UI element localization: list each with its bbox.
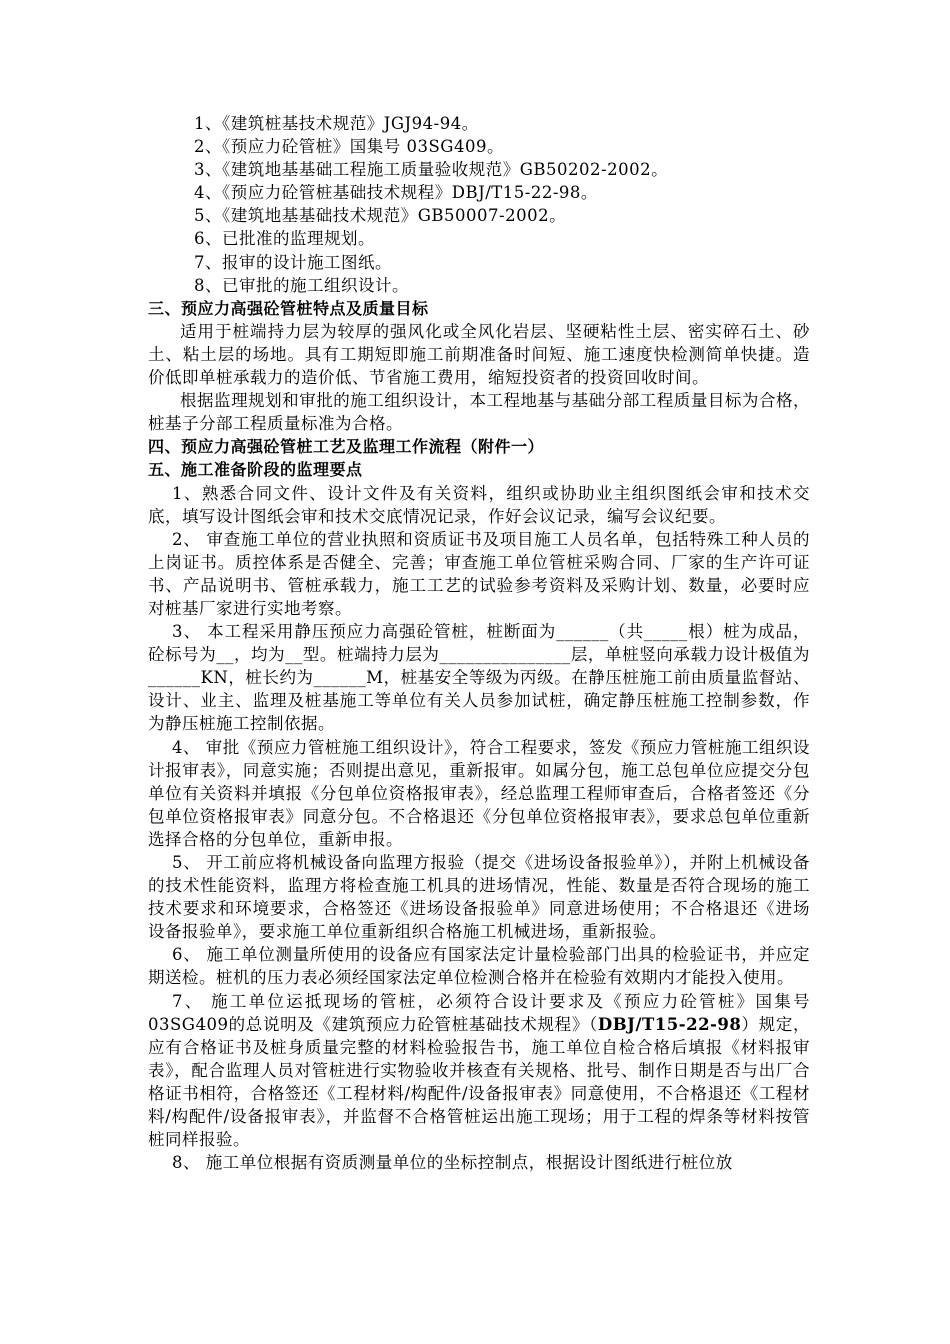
reference-item-1: 1、《建筑桩基技术规范》JGJ94-94。	[194, 114, 479, 133]
section-5-item-7	[148, 990, 816, 1152]
section-5-item-4: 4、 审批《预应力管桩施工组织设计》，符合工程要求，签发《预应力管桩施工组织设计报审表》，同意实施；否则提出意见，重新报审。如属分包，施工总包单位应提交分包单位有关资料并填报《分包单位资格报审表》，经总监理工程师审查后，合格者签还《分包单位资格报审表》同意分包。不合格退还《分包单位资格报审表》，要求总包单位重新选择合格的分包单位，重新申报。	[148, 737, 810, 849]
section-5-item-3: 3、 本工程采用静压预应力高强砼管桩，桩断面为______（共_____根）桩为成品，砼标号为__，均为__型。桩端持力层为_______________层，单桩竖向承载力设计极值为______KN，桩长约为______M，桩基安全等级为丙级。在静压桩施工前由质量监督站、设计、业主、监理及桩基施工等单位有关人员参加试桩，确定静压桩施工控制参数，作为静压桩施工控制依据。	[148, 622, 810, 734]
reference-item-5: 5、《建筑地基基础技术规范》GB50007-2002。	[194, 206, 567, 226]
document-page	[148, 112, 816, 1174]
section-5-item-2: 2、 审查施工单位的营业执照和资质证书及项目施工人员名单，包括特殊工种人员的上岗证书。质控体系是否健全、完善；审查施工单位管桩采购合同、厂家的生产许可证书、产品说明书、管桩承载力，施工工艺的试验参考资料及采购计划、数量，必要时应对桩基厂家进行实地考察。	[148, 529, 810, 618]
section-5-item-7-part-a: 7、 施工单位运抵现场的管桩，必须符合设计要求及《预应力砼管桩》国集号 03SG409的总说明及《建筑预应力砼管桩基础技术规程》（	[148, 991, 816, 1034]
reference-item-6: 6、已批准的监理规划。	[194, 229, 375, 249]
section-5-item-1: 1、熟悉合同文件、设计文件及有关资料，组织或协助业主组织图纸会审和技术交底，填写设计图纸会审和技术交底情况记录，作好会议记录，编写会议纪要。	[148, 483, 810, 526]
reference-item-2: 2、《预应力砼管桩》国集号 03SG409。	[194, 137, 504, 157]
section-5-item-6: 6、 施工单位测量所使用的设备应有国家法定计量检验部门出具的检验证书，并应定期送检。桩机的压力表必须经国家法定单位检测合格并在检验有效期内才能投入使用。	[148, 945, 810, 988]
reference-item-4: 4、《预应力砼管桩基础技术规程》DBJ/T15-22-98。	[194, 183, 598, 203]
reference-item-8: 8、已审批的施工组织设计。	[194, 275, 409, 295]
section-5-item-7-part-b: ）规定，应有合格证书及桩身质量完整的材料检验报告书，施工单位自检合格后填报《材料报审表》，配合监理人员对管桩进行实物验收并核查有关规格、批号、制作日期是否与出厂合格证书相符，合格签还《工程材料/构配件/设备报审表》同意使用，不合格退还《工程材料/构配件/设备报审表》，并监督不合格管桩运出施工现场；用于工程的焊条等材料按管桩同样报验。	[148, 1014, 810, 1150]
reference-item-7: 7、报审的设计施工图纸。	[194, 252, 392, 272]
reference-item-3: 3、《建筑地基基础工程施工质量验收规范》GB50202-2002。	[194, 160, 669, 180]
section-3-heading: 三、预应力高强砼管桩特点及质量目标	[148, 298, 429, 318]
section-5-item-8: 8、 施工单位根据有资质测量单位的坐标控制点，根据设计图纸进行桩位放	[172, 1153, 733, 1173]
section-4-heading: 四、预应力高强砼管桩工艺及监理工作流程（附件一）	[148, 437, 545, 457]
section-5-item-5: 5、 开工前应将机械设备向监理方报验（提交《进场设备报验单》），并附上机械设备的技术性能资料，监理方将检查施工机具的进场情况，性能、数量是否符合现场的施工技术要求和环境要求，合格签还《进场设备报验单》同意进场使用；不合格退还《进场设备报验单》，要求施工单位重新组织合格施工机械进场，重新报验。	[148, 853, 810, 942]
section-5-heading: 五、施工准备阶段的监理要点	[148, 460, 363, 480]
section-3-paragraph-1: 适用于桩端持力层为较厚的强风化或全风化岩层、坚硬粘性土层、密实碎石土、砂土、粘土层的场地。具有工期短即施工前期准备时间短、施工速度快检测简单快捷。造价低即单桩承载力的造价低、节省施工费用，缩短投资者的投资回收时间。	[148, 321, 810, 388]
section-3-paragraph-2: 根据监理规划和审批的施工组织设计，本工程地基与基础分部工程质量目标为合格，桩基子分部工程质量标准为合格。	[148, 391, 810, 434]
section-5-item-7-standard-code: DBJ/T15-22-98	[597, 1014, 742, 1034]
